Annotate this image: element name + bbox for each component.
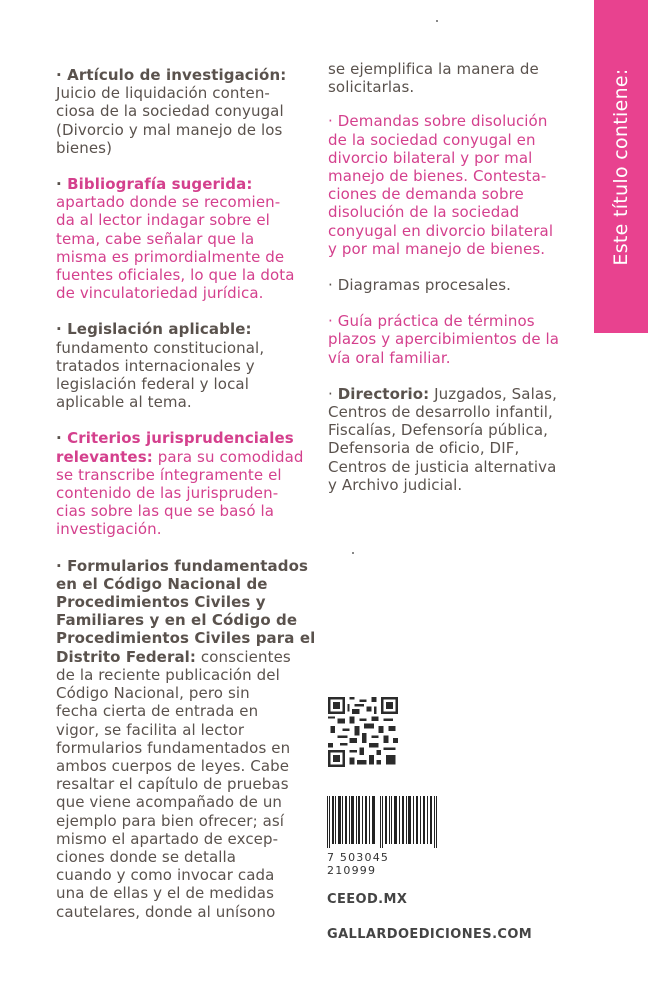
body-line: vigor, se facilita al lector xyxy=(56,720,245,739)
body-line: formularios fundamentados en xyxy=(56,738,291,757)
body-line: Centros de desarrollo infantil, xyxy=(328,403,553,422)
side-tab-label: Este título contiene: xyxy=(610,67,632,266)
body-line: contenido de las jurispruden- xyxy=(56,484,279,503)
body-line: investigación. xyxy=(56,520,162,539)
section-formularios xyxy=(56,556,316,921)
section-heading-line: Distrito Federal: conscientes xyxy=(56,647,291,666)
body-line: conyugal en divorcio bilateral xyxy=(328,221,554,240)
barcode-number: 7 503045 210999 xyxy=(327,851,390,877)
decorative-dot xyxy=(436,20,438,22)
section-heading: · Artículo de investigación: xyxy=(56,66,287,84)
body-line: plazos y apercibimientos de la xyxy=(328,330,560,349)
section-heading-line: en el Código Nacional de xyxy=(56,574,268,593)
section-heading-line: Procedimientos Civiles y xyxy=(56,593,266,612)
body-line: ciosa de la sociedad conyugal xyxy=(56,102,284,121)
section-heading: · Criterios jurisprudenciales xyxy=(56,429,294,448)
website-ceeod[interactable]: CEEOD.MX xyxy=(327,892,408,907)
body-line: divorcio bilateral y por mal xyxy=(328,148,533,167)
body-line: una de ellas y el de medidas xyxy=(56,884,275,903)
body-line: Fiscalías, Defensoría pública, xyxy=(328,421,549,440)
body-line: cautelares, donde al unísono xyxy=(56,902,276,921)
body-line: mismo el apartado de excep- xyxy=(56,829,279,848)
qr-code-icon xyxy=(328,697,398,767)
body-line: misma es primordialmente de xyxy=(56,247,285,266)
body-line: Centros de justicia alternativa xyxy=(328,457,557,476)
section-heading-line: Procedimientos Civiles para el xyxy=(56,629,316,648)
barcode-icon xyxy=(327,796,437,848)
body-line: de la reciente publicación del xyxy=(56,665,280,684)
body-line: se ejemplifica la manera de xyxy=(328,60,539,78)
section-heading: · Formularios fundamentados xyxy=(56,556,309,575)
body-line: ciones de demanda sobre xyxy=(328,185,524,204)
body-line: se transcribe íntegramente el xyxy=(56,465,282,484)
item-first-line: · Demandas sobre disolución xyxy=(328,112,548,131)
section-heading-line: relevantes: para su comodidad xyxy=(56,447,304,466)
body-line: de la sociedad conyugal en xyxy=(328,130,536,149)
side-tab xyxy=(594,0,648,333)
section-bibliografia xyxy=(56,175,300,302)
left-column xyxy=(56,66,316,939)
section-legislacion xyxy=(56,320,300,411)
body-line: fundamento constitucional, xyxy=(56,338,265,357)
body-line: aplicable al tema. xyxy=(56,393,192,412)
continuation-text xyxy=(328,60,578,96)
decorative-dot xyxy=(352,552,354,554)
body-line: ejemplo para bien ofrecer; así xyxy=(56,811,285,830)
body-line: Defensoria de oficio, DIF, xyxy=(328,439,520,458)
item-diagramas xyxy=(328,276,578,294)
body-line: manejo de bienes. Contesta- xyxy=(328,167,547,186)
body-line: y por mal manejo de bienes. xyxy=(328,239,546,258)
section-heading: · Bibliografía sugerida: xyxy=(56,175,253,194)
section-articulo xyxy=(56,66,300,157)
body-line: legislación federal y local xyxy=(56,375,249,394)
body-line: da al lector indagar sobre el xyxy=(56,211,270,230)
body-line: vía oral familiar. xyxy=(328,348,451,367)
body-line: solicitarlas. xyxy=(328,78,415,97)
body-line: tema, cabe señalar que la xyxy=(56,229,255,248)
item-first-line: · Guía práctica de términos xyxy=(328,312,535,331)
body-line: ciones donde se detalla xyxy=(56,847,237,866)
body-line: tratados internacionales y xyxy=(56,356,255,375)
body-line: bienes) xyxy=(56,138,113,157)
body-line: (Divorcio y mal manejo de los xyxy=(56,120,283,139)
body-line: cias sobre las que se basó la xyxy=(56,502,275,521)
item-first-line: · Directorio: Juzgados, Salas, xyxy=(328,384,557,403)
body-line: fecha cierta de entrada en xyxy=(56,702,259,721)
body-line: apartado donde se recomien- xyxy=(56,193,281,212)
website-gallardo[interactable]: GALLARDOEDICIONES.COM xyxy=(327,927,533,942)
item-demandas xyxy=(328,112,578,258)
body-line: y Archivo judicial. xyxy=(328,475,463,494)
item-directorio xyxy=(328,385,578,494)
body-line: ambos cuerpos de leyes. Cabe xyxy=(56,756,290,775)
body-line: Juicio de liquidación conten- xyxy=(56,84,270,103)
body-line: que viene acompañado de un xyxy=(56,793,283,812)
body-line: resaltar el capítulo de pruebas xyxy=(56,775,289,794)
right-column xyxy=(328,60,578,512)
section-criterios xyxy=(56,429,304,539)
item-first-line: · Diagramas procesales. xyxy=(328,276,512,295)
section-heading: · Legislación aplicable: xyxy=(56,320,252,339)
item-guia xyxy=(328,312,578,367)
body-line: cuando y como invocar cada xyxy=(56,866,275,885)
section-heading-line: Familiares y en el Código de xyxy=(56,611,298,630)
body-line: Código Nacional, pero sin xyxy=(56,684,250,703)
body-line: de vinculatoriedad jurídica. xyxy=(56,284,264,303)
body-line: fuentes oficiales, lo que la dota xyxy=(56,266,295,285)
body-line: disolución de la sociedad xyxy=(328,203,520,222)
